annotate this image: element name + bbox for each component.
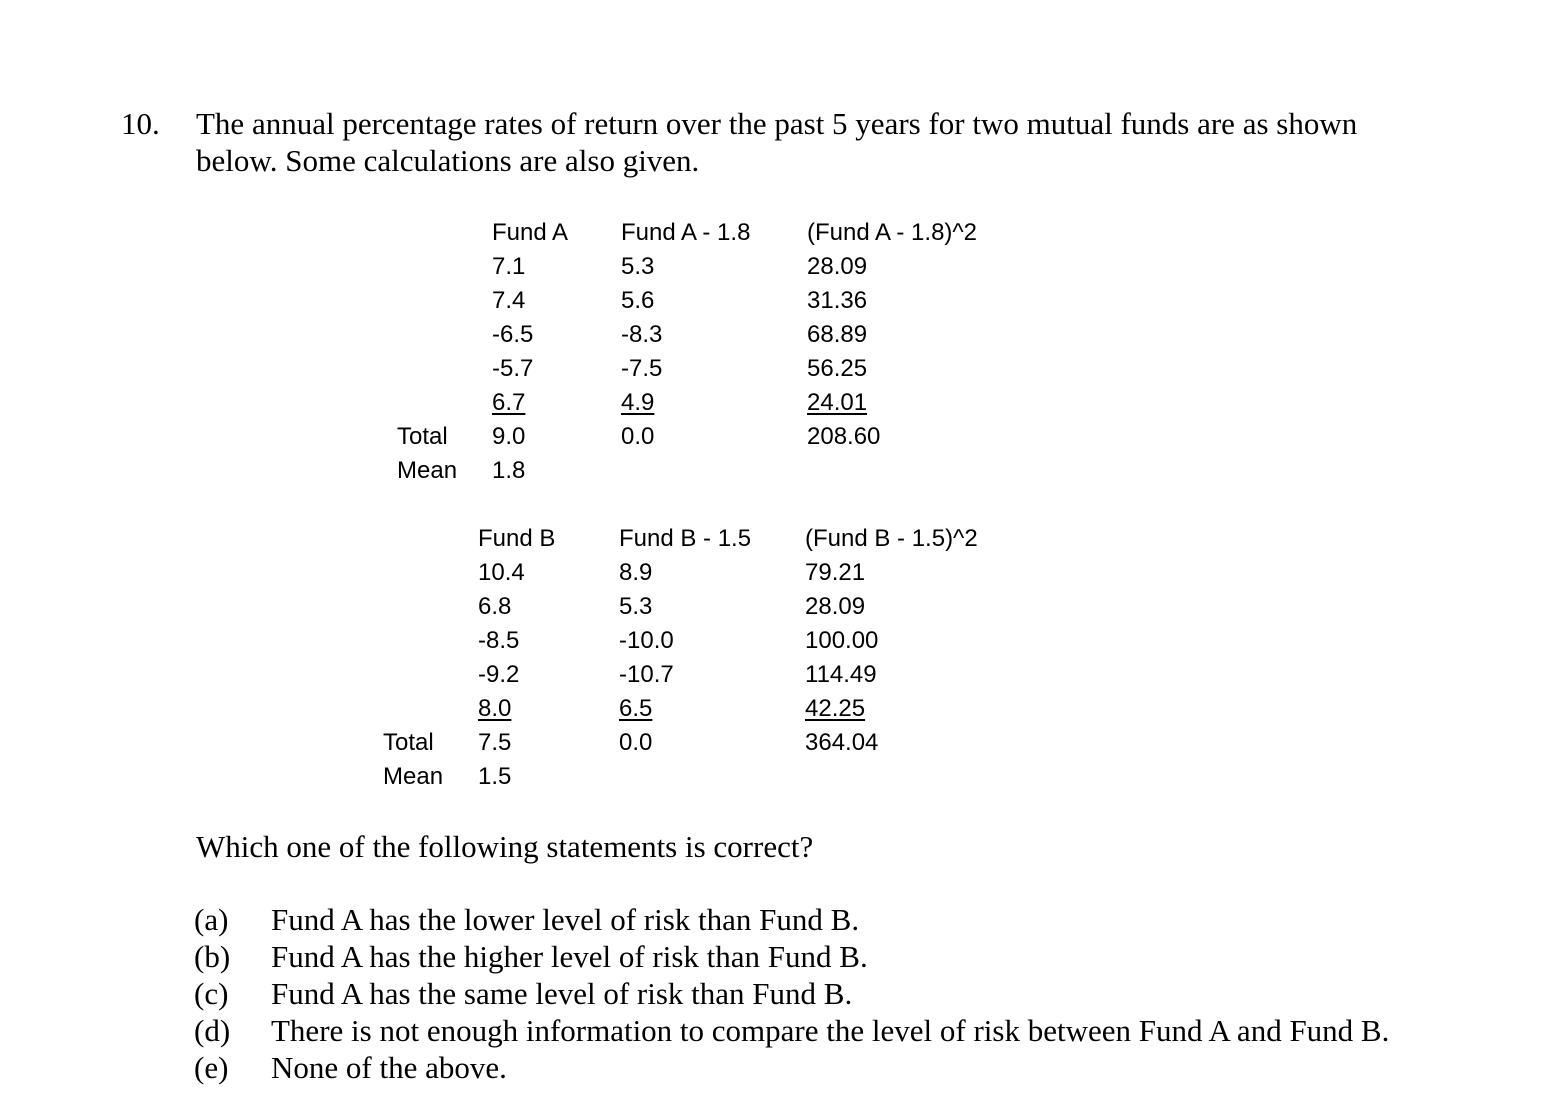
table-cell: 8.9	[619, 559, 653, 586]
table-header: (Fund B - 1.5)^2	[805, 525, 978, 552]
table-cell: 79.21	[805, 559, 866, 586]
question-text-line-1: The annual percentage rates of return over the past 5 years for two mutual funds are as shown	[196, 106, 1358, 141]
table-cell: -8.5	[478, 627, 520, 654]
table-cell: 5.3	[619, 593, 653, 620]
table-header: Fund A - 1.8	[621, 219, 751, 246]
table-cell: -10.0	[619, 627, 674, 654]
table-cell: 5.3	[621, 253, 655, 280]
table-cell: 8.0	[478, 695, 512, 722]
table-header: Fund A	[492, 219, 569, 246]
table-cell: -10.7	[619, 661, 674, 688]
total-value: 364.04	[805, 729, 879, 756]
table-cell: 100.00	[805, 627, 879, 654]
question-text-line-2: below. Some calculations are also given.	[196, 143, 700, 178]
table-cell: 24.01	[807, 389, 868, 416]
table-cell: 4.9	[621, 389, 655, 416]
option-text: Fund A has the same level of risk than Fund B.	[271, 976, 853, 1011]
question-prompt: Which one of the following statements is correct?	[196, 829, 814, 864]
table-cell: 56.25	[807, 355, 868, 382]
mean-label: Mean	[383, 763, 444, 790]
total-value: 7.5	[478, 729, 512, 756]
option-letter: (e)	[194, 1050, 229, 1085]
table-cell: -5.7	[492, 355, 534, 382]
total-value: 0.0	[619, 729, 653, 756]
total-label: Total	[383, 729, 434, 756]
total-value: 9.0	[492, 423, 526, 450]
option-text: None of the above.	[271, 1050, 507, 1085]
table-cell: 28.09	[805, 593, 866, 620]
total-label: Total	[397, 423, 448, 450]
table-cell: -9.2	[478, 661, 520, 688]
option-text: Fund A has the lower level of risk than Fund B.	[271, 902, 860, 937]
option-letter: (c)	[194, 976, 229, 1011]
table-header: (Fund A - 1.8)^2	[807, 219, 978, 246]
option-text: Fund A has the higher level of risk than Fund B.	[271, 939, 868, 974]
table-cell: 28.09	[807, 253, 868, 280]
total-value: 0.0	[621, 423, 655, 450]
table-cell: 6.7	[492, 389, 526, 416]
table-cell: 10.4	[478, 559, 525, 586]
table-cell: 31.36	[807, 287, 868, 314]
table-cell: 7.1	[492, 253, 526, 280]
table-cell: 6.8	[478, 593, 512, 620]
table-cell: -7.5	[621, 355, 663, 382]
table-cell: 7.4	[492, 287, 526, 314]
question-number: 10.	[121, 106, 160, 141]
total-value: 208.60	[807, 423, 881, 450]
table-cell: 68.89	[807, 321, 868, 348]
table-cell: 6.5	[619, 695, 653, 722]
option-letter: (b)	[194, 939, 231, 974]
table-header: Fund B - 1.5	[619, 525, 752, 552]
table-cell: -8.3	[621, 321, 663, 348]
table-cell: 42.25	[805, 695, 866, 722]
table-cell: -6.5	[492, 321, 534, 348]
table-cell: 114.49	[805, 661, 877, 688]
option-text: There is not enough information to compare the level of risk between Fund A and Fund B.	[271, 1013, 1390, 1048]
mean-value: 1.5	[478, 763, 512, 790]
table-header: Fund B	[478, 525, 556, 552]
mean-value: 1.8	[492, 457, 526, 484]
mean-label: Mean	[397, 457, 458, 484]
table-cell: 5.6	[621, 287, 655, 314]
option-letter: (d)	[194, 1013, 231, 1048]
option-letter: (a)	[194, 902, 229, 937]
